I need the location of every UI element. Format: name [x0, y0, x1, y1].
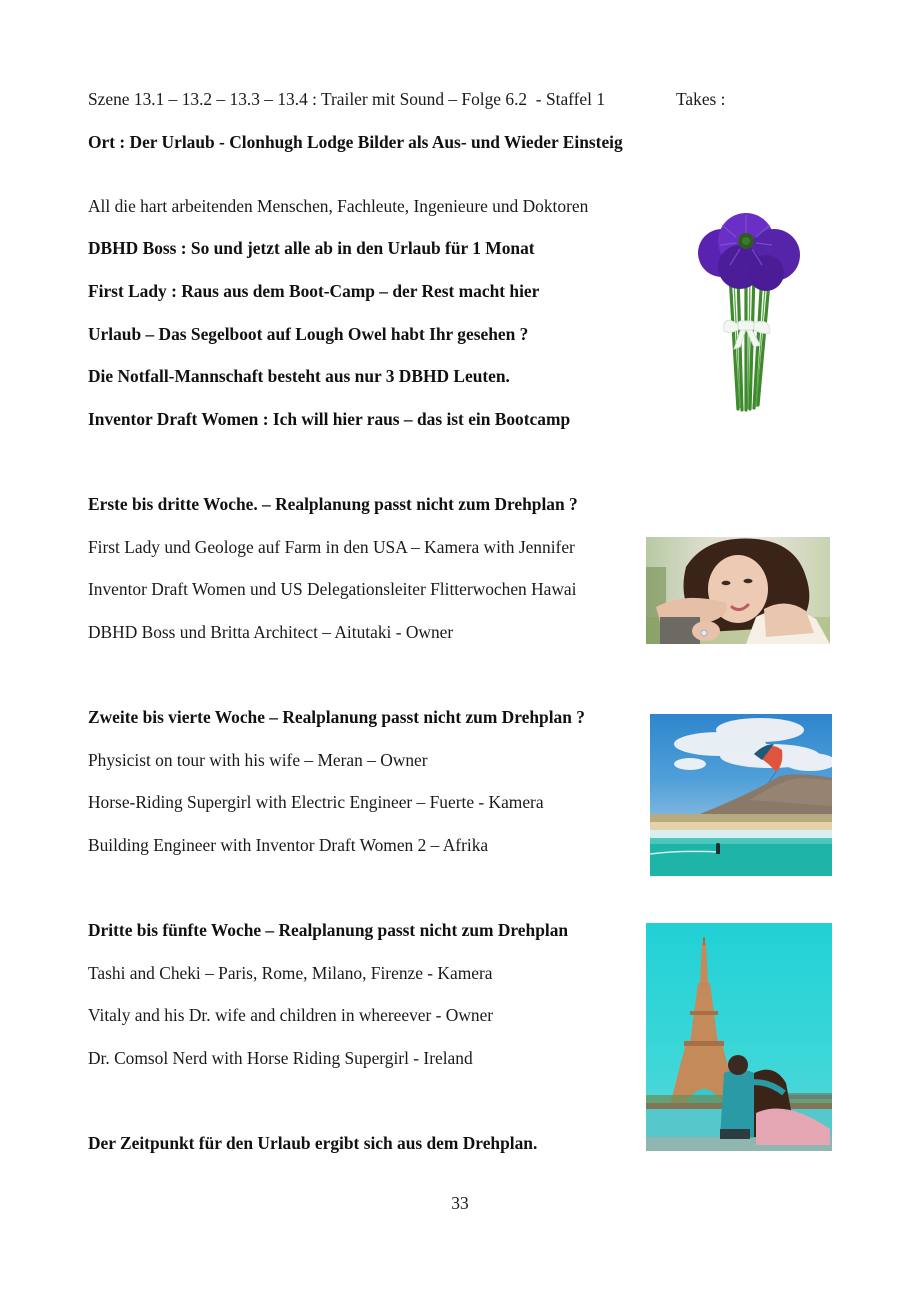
intro-line: All die hart arbeitenden Menschen, Fachleute, Ingenieure und Doktoren	[88, 196, 589, 216]
closing-line: Der Zeitpunkt für den Urlaub ergibt sich aus dem Drehplan.	[88, 1133, 538, 1153]
section-item: Building Engineer with Inventor Draft Women 2 – Afrika	[88, 835, 489, 855]
section-heading: Dritte bis fünfte Woche – Realplanung passt nicht zum Drehplan	[88, 920, 569, 940]
kitesurf-beach-image	[650, 714, 832, 876]
section-item: Physicist on tour with his wife – Meran – Owner	[88, 750, 428, 770]
eiffel-couple-graphic	[646, 923, 832, 1151]
takes-label: Takes :	[676, 89, 726, 109]
intro-line: Inventor Draft Women : Ich will hier raus – das ist ein Bootcamp	[88, 409, 571, 429]
intro-line: Urlaub – Das Segelboot auf Lough Owel habt Ihr gesehen ?	[88, 324, 529, 344]
section-item: Dr. Comsol Nerd with Horse Riding Supergirl - Ireland	[88, 1048, 473, 1068]
kitesurf-graphic	[650, 714, 832, 876]
section-item: First Lady und Geologe auf Farm in den USA – Kamera with Jennifer	[88, 537, 575, 557]
intro-line: Die Notfall-Mannschaft besteht aus nur 3 DBHD Leuten.	[88, 366, 510, 386]
section-item: Inventor Draft Women und US Delegationsleiter Flitterwochen Hawai	[88, 579, 577, 599]
purple-flower-bouquet-image	[670, 205, 830, 415]
paris-eiffel-couple-image	[646, 923, 832, 1151]
page-number: 33	[451, 1193, 469, 1213]
woman-portrait-image	[646, 537, 830, 644]
section-item: DBHD Boss und Britta Architect – Aitutaki - Owner	[88, 622, 454, 642]
section-heading: Zweite bis vierte Woche – Realplanung passt nicht zum Drehplan ?	[88, 707, 585, 727]
section-item: Tashi and Cheki – Paris, Rome, Milano, Firenze - Kamera	[88, 963, 493, 983]
intro-line: DBHD Boss : So und jetzt alle ab in den Urlaub für 1 Monat	[88, 238, 535, 258]
location-line: Ort : Der Urlaub - Clonhugh Lodge Bilder als Aus- und Wieder Einsteig	[88, 132, 623, 152]
section-item: Horse-Riding Supergirl with Electric Engineer – Fuerte - Kamera	[88, 792, 544, 812]
section-heading: Erste bis dritte Woche. – Realplanung passt nicht zum Drehplan ?	[88, 494, 578, 514]
flower-bouquet-graphic	[670, 205, 830, 415]
intro-line: First Lady : Raus aus dem Boot-Camp – der Rest macht hier	[88, 281, 540, 301]
scene-line: Szene 13.1 – 13.2 – 13.3 – 13.4 : Trailer mit Sound – Folge 6.2 - Staffel 1	[88, 89, 606, 109]
portrait-graphic	[646, 537, 830, 644]
section-item: Vitaly and his Dr. wife and children in whereever - Owner	[88, 1005, 494, 1025]
